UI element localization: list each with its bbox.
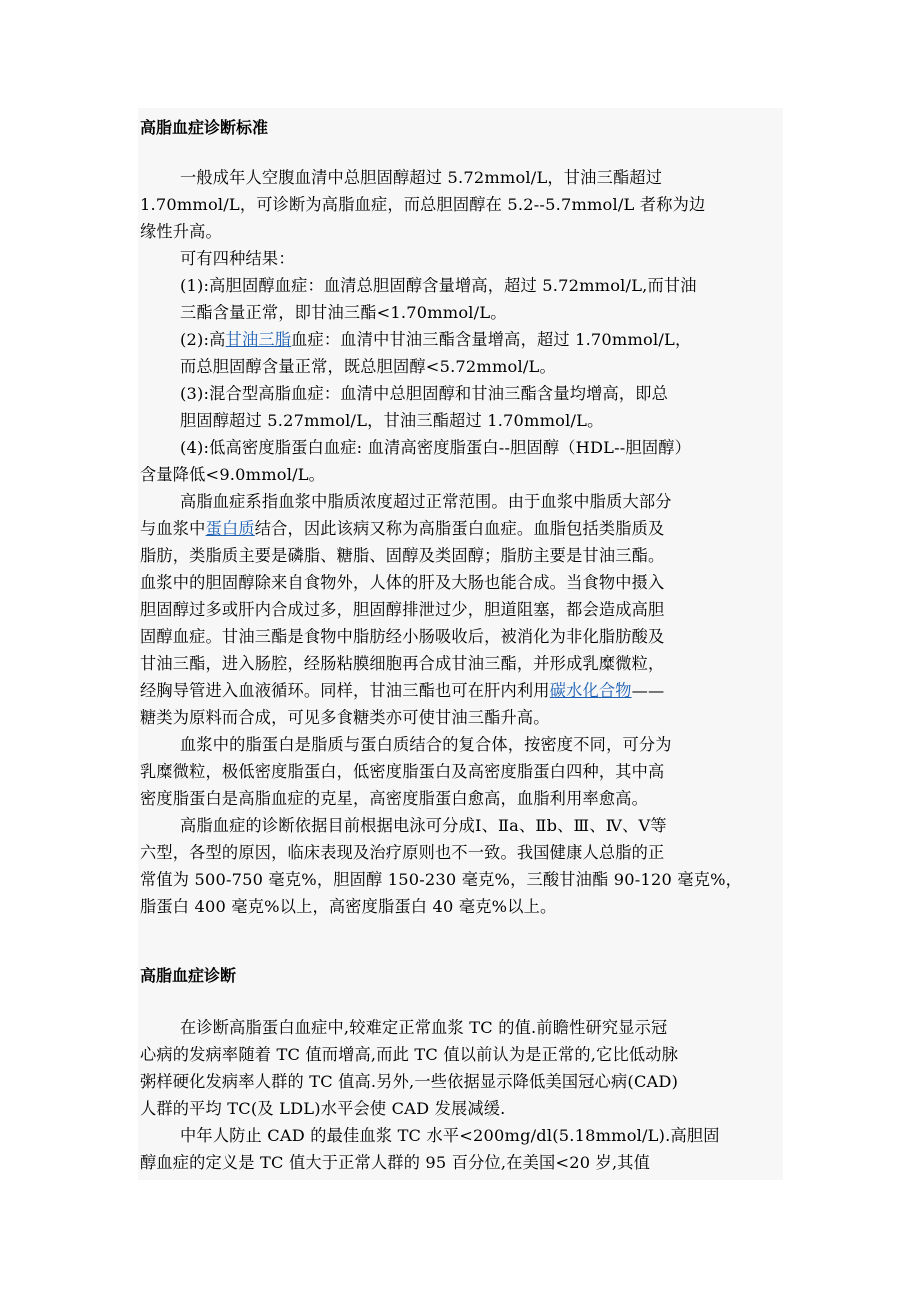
text-run: (3):混合型高脂血症：血清中总胆固醇和甘油三酯含量均增高，即总: [180, 384, 669, 403]
text-run: 结合，因此该病又称为高脂蛋白血症。血脂包括类脂质及: [254, 519, 665, 538]
text-run: 粥样硬化发病率人群的 TC 值高.另外,一些依据显示降低美国冠心病(CAD): [140, 1072, 679, 1091]
text-run: 乳糜微粒，极低密度脂蛋白，低密度脂蛋白及高密度脂蛋白四种，其中高: [140, 762, 665, 781]
text-run: (2):高: [180, 330, 226, 349]
text-line: [140, 515, 742, 542]
text-line: [140, 758, 742, 785]
text-run: 缘性升高。: [140, 222, 222, 241]
text-run: 可有四种结果：: [180, 249, 295, 268]
text-run: (4):低高密度脂蛋白血症: 血清高密度脂蛋白--胆固醇（HDL--胆固醇）: [180, 438, 691, 457]
text-run: 醇血症的定义是 TC 值大于正常人群的 95 百分位,在美国<20 岁,其值: [140, 1153, 651, 1172]
text-line: [140, 1095, 720, 1122]
term-link[interactable]: 碳水化合物: [549, 681, 632, 700]
text-line: [140, 596, 742, 623]
text-run: 脂蛋白 400 毫克%以上，高密度脂蛋白 40 毫克%以上。: [140, 897, 557, 916]
text-line: [140, 245, 742, 272]
text-run: 糖类为原料而合成，可见多食糖类亦可使甘油三酯升高。: [140, 708, 550, 727]
text-line: [140, 353, 742, 380]
text-line: [140, 1122, 720, 1149]
text-run: 而总胆固醇含量正常，既总胆固醇<5.72mmol/L。: [180, 357, 556, 376]
section-body-diagnosis: [140, 1014, 720, 1176]
term-link[interactable]: 甘油三脂: [225, 330, 292, 349]
text-line: [140, 623, 742, 650]
text-line: [140, 380, 742, 407]
document-page: [138, 108, 783, 1180]
text-run: 一般成年人空腹血清中总胆固醇超过 5.72mmol/L，甘油三酯超过: [180, 168, 663, 187]
section-body-diagnostic-criteria: [140, 164, 742, 920]
text-line: [140, 488, 742, 515]
text-line: [140, 1068, 720, 1095]
text-line: [140, 704, 742, 731]
text-run: 与血浆中: [140, 519, 206, 538]
text-run: 经胸导管进入血液循环。同样，甘油三酯也可在肝内利用: [140, 681, 550, 700]
text-line: [140, 218, 742, 245]
text-run: 甘油三酯，进入肠腔，经肠粘膜细胞再合成甘油三酯，并形成乳糜微粒，: [140, 654, 665, 673]
text-line: [140, 272, 742, 299]
text-run: 血浆中的脂蛋白是脂质与蛋白质结合的复合体，按密度不同，可分为: [180, 735, 672, 754]
text-run: 高脂血症系指血浆中脂质浓度超过正常范围。由于血浆中脂质大部分: [180, 492, 672, 511]
text-run: 常值为 500-750 毫克%，胆固醇 150-230 毫克%，三酸甘油酯 90-120 毫克%，: [140, 870, 743, 889]
text-run: 高脂血症的诊断依据目前根据电泳可分成Ⅰ、Ⅱa、Ⅱb、Ⅲ、Ⅳ、Ⅴ等: [180, 816, 667, 835]
text-run: 六型，各型的原因，临床表现及治疗原则也不一致。我国健康人总脂的正: [140, 843, 665, 862]
text-run: 密度脂蛋白是高脂血症的克星，高密度脂蛋白愈高，血脂利用率愈高。: [140, 789, 649, 808]
text-line: [140, 461, 742, 488]
text-run: 在诊断高脂蛋白血症中,较难定正常血浆 TC 的值.前瞻性研究显示冠: [180, 1018, 668, 1037]
text-line: [140, 542, 742, 569]
text-line: [140, 839, 742, 866]
text-line: [140, 1041, 720, 1068]
text-line: [140, 191, 742, 218]
text-run: 1.70mmol/L，可诊断为高脂血症，而总胆固醇在 5.2--5.7mmol/L 者称为边: [140, 195, 706, 214]
text-run: 含量降低<9.0mmol/L。: [140, 465, 326, 484]
text-line: [140, 785, 742, 812]
text-run: 三酯含量正常，即甘油三酯<1.70mmol/L。: [180, 303, 507, 322]
text-run: 心病的发病率随着 TC 值而增高,而此 TC 值以前认为是正常的,它比低动脉: [140, 1045, 679, 1064]
text-line: [140, 1149, 720, 1176]
text-line: [140, 893, 742, 920]
text-line: [140, 299, 742, 326]
text-line: [140, 677, 742, 704]
section-title-diagnostic-criteria: 高脂血症诊断标准: [140, 118, 269, 137]
text-run: ——: [631, 681, 665, 700]
text-run: 人群的平均 TC(及 LDL)水平会使 CAD 发展减缓.: [140, 1099, 506, 1118]
text-line: [140, 326, 742, 353]
text-run: (1):高胆固醇血症：血清总胆固醇含量增高，超过 5.72mmol/L,而甘油: [180, 276, 697, 295]
text-line: [140, 1014, 720, 1041]
text-line: [140, 866, 742, 893]
text-line: [140, 407, 742, 434]
text-run: 血浆中的胆固醇除来自食物外，人体的肝及大肠也能合成。当食物中摄入: [140, 573, 665, 592]
term-link[interactable]: 蛋白质: [205, 519, 255, 538]
text-run: 胆固醇超过 5.27mmol/L，甘油三酯超过 1.70mmol/L。: [180, 411, 604, 430]
text-run: 中年人防止 CAD 的最佳血浆 TC 水平<200mg/dl(5.18mmol/L).高胆固: [180, 1126, 720, 1145]
section-title-diagnosis: 高脂血症诊断: [140, 966, 237, 985]
text-line: [140, 650, 742, 677]
text-line: [140, 434, 742, 461]
text-run: 胆固醇过多或肝内合成过多，胆固醇排泄过少，胆道阻塞，都会造成高胆: [140, 600, 665, 619]
text-run: 血症：血清中甘油三酯含量增高，超过 1.70mmol/L，: [291, 330, 692, 349]
text-run: 脂肪，类脂质主要是磷脂、糖脂、固醇及类固醇；脂肪主要是甘油三酯。: [140, 546, 665, 565]
text-run: 固醇血症。甘油三酯是食物中脂肪经小肠吸收后，被消化为非化脂肪酸及: [140, 627, 665, 646]
text-line: [140, 812, 742, 839]
text-line: [140, 731, 742, 758]
text-line: [140, 569, 742, 596]
text-line: [140, 164, 742, 191]
